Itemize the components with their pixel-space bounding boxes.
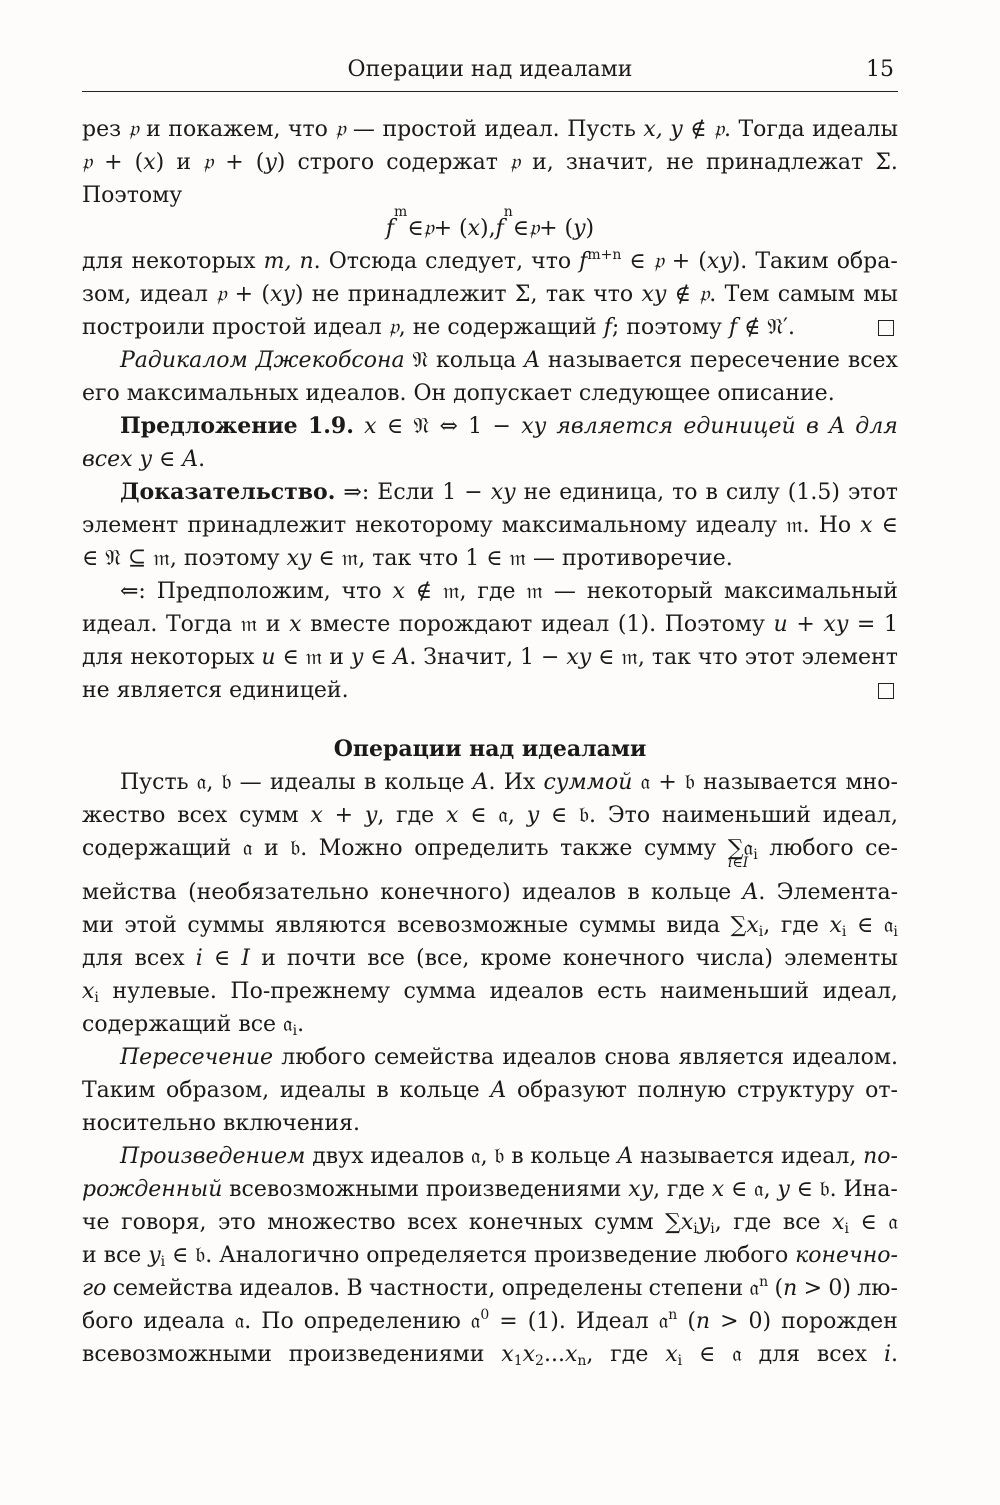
running-title: Операции над идеалами	[347, 57, 633, 82]
text-line: 𝔭 + (x) и 𝔭 + (y) строго содержат 𝔭 и, значит, не принадлежат Σ.	[82, 150, 898, 175]
text-line: Предложение 1.9. x ∈ 𝔑 ⇔ 1 − xy является единицей в A для	[120, 413, 898, 439]
text-line: мейства (необязательно конечного) идеалов в кольце A. Элемента-	[82, 880, 898, 905]
text-line: для некоторых m, n. Отсюда следует, что $f^{m+n}$ ∈ 𝔭 + (xy). Таким обра-	[82, 247, 898, 274]
text-line: рез 𝔭 и покажем, что 𝔭 — простой идеал. Пусть x, y ∉ 𝔭. Тогда идеалы	[82, 117, 898, 142]
text-line: Поэтому	[82, 183, 183, 208]
running-header	[82, 55, 898, 92]
text-line: че говоря, это множество всех конечных сумм $\sum x_iy_i$, где все $x_i$ ∈ 𝔞	[82, 1210, 898, 1237]
page-number: 15	[866, 57, 894, 82]
text-line: Радикалом Джекобсона 𝔑 кольца A называется пересечение всех	[120, 348, 898, 373]
text-line: носительно включения.	[82, 1111, 360, 1136]
text-line: ⇐: Предположим, что x ∉ 𝔪, где 𝔪 — некоторый максимальный	[120, 579, 898, 604]
end-of-proof-mark	[878, 320, 894, 336]
text-line: бого идеала 𝔞. По определению 𝔞$^0$ = (1). Идеал 𝔞$^n$ (n > 0) порожден	[82, 1307, 898, 1334]
text-line: Таким образом, идеалы в кольце A образуют полную структуру от-	[82, 1078, 898, 1103]
text-line: содержащий 𝔞 и 𝔟. Можно определить также сумму ∑ i∈I 𝔞$_i$ любого се-	[82, 836, 898, 871]
end-of-proof-mark	[878, 683, 894, 699]
page-body	[82, 113, 898, 1371]
text-line: Пересечение любого семейства идеалов снова является идеалом.	[120, 1045, 898, 1070]
text-line: жество всех сумм x + y, где x ∈ 𝔞, y ∈ 𝔟. Это наименьший идеал,	[82, 803, 898, 828]
text-line: его максимальных идеалов. Он допускает следующее описание.	[82, 381, 835, 406]
text-line: идеал. Тогда 𝔪 и x вместе порождают идеал (1). Поэтому u + xy = 1	[82, 612, 898, 637]
text-line: построили простой идеал 𝔭, не содержащий f; поэтому f ∉ 𝔑′.	[82, 311, 898, 344]
text-line: Пусть 𝔞, 𝔟 — идеалы в кольце A. Их суммой 𝔞 + 𝔟 называется мно-	[120, 770, 898, 795]
text-line: ми этой суммы являются всевозможные суммы вида $\sum x_i$, где $x_i$ ∈ 𝔞$_i$	[82, 913, 898, 940]
text-line: рожденный всевозможными произведениями xy, где x ∈ 𝔞, y ∈ 𝔟. Ина-	[82, 1177, 898, 1202]
text-line: ∈ 𝔑 ⊆ 𝔪, поэтому xy ∈ 𝔪, так что 1 ∈ 𝔪 — противоречие.	[82, 546, 733, 571]
text-line: f m ∈ 𝔭 + ( x ), f n ∈ 𝔭 + ( y )	[385, 204, 595, 241]
text-line: для некоторых u ∈ 𝔪 и y ∈ A. Значит, 1 − xy ∈ 𝔪, так что этот элемент	[82, 645, 898, 670]
text-line: и все $y_i$ ∈ 𝔟. Аналогично определяется произведение любого конечно-	[82, 1243, 898, 1270]
text-line: всевозможными произведениями $x_1x_2...x_n$, где $x_i$ ∈ 𝔞 для всех i.	[82, 1342, 898, 1369]
text-line: Произведением двух идеалов 𝔞, 𝔟 в кольце A называется идеал, по-	[120, 1144, 898, 1169]
text-line: не является единицей.	[82, 674, 898, 707]
text-line: содержащий все 𝔞$_i$.	[82, 1012, 305, 1039]
section-spacer	[82, 707, 898, 733]
text-line: зом, идеал 𝔭 + (xy) не принадлежит Σ, так что xy ∉ 𝔭. Тем самым мы	[82, 282, 898, 307]
text-line: го семейства идеалов. В частности, определены степени 𝔞$^n$ (n > 0) лю-	[82, 1274, 898, 1301]
text-line: всех y ∈ A.	[82, 447, 206, 472]
text-line: для всех i ∈ I и почти все (все, кроме конечного числа) элементы	[82, 946, 898, 971]
text-line: элемент принадлежит некоторому максимальному идеалу 𝔪. Но x ∈	[82, 513, 898, 538]
section-heading: Операции над идеалами	[333, 736, 647, 762]
text-line: Доказательство. ⇒: Если 1 − xy не единица, то в силу (1.5) этот	[120, 479, 898, 505]
text-line: $x_i$ нулевые. По-прежнему сумма идеалов есть наименьший идеал,	[82, 979, 898, 1006]
